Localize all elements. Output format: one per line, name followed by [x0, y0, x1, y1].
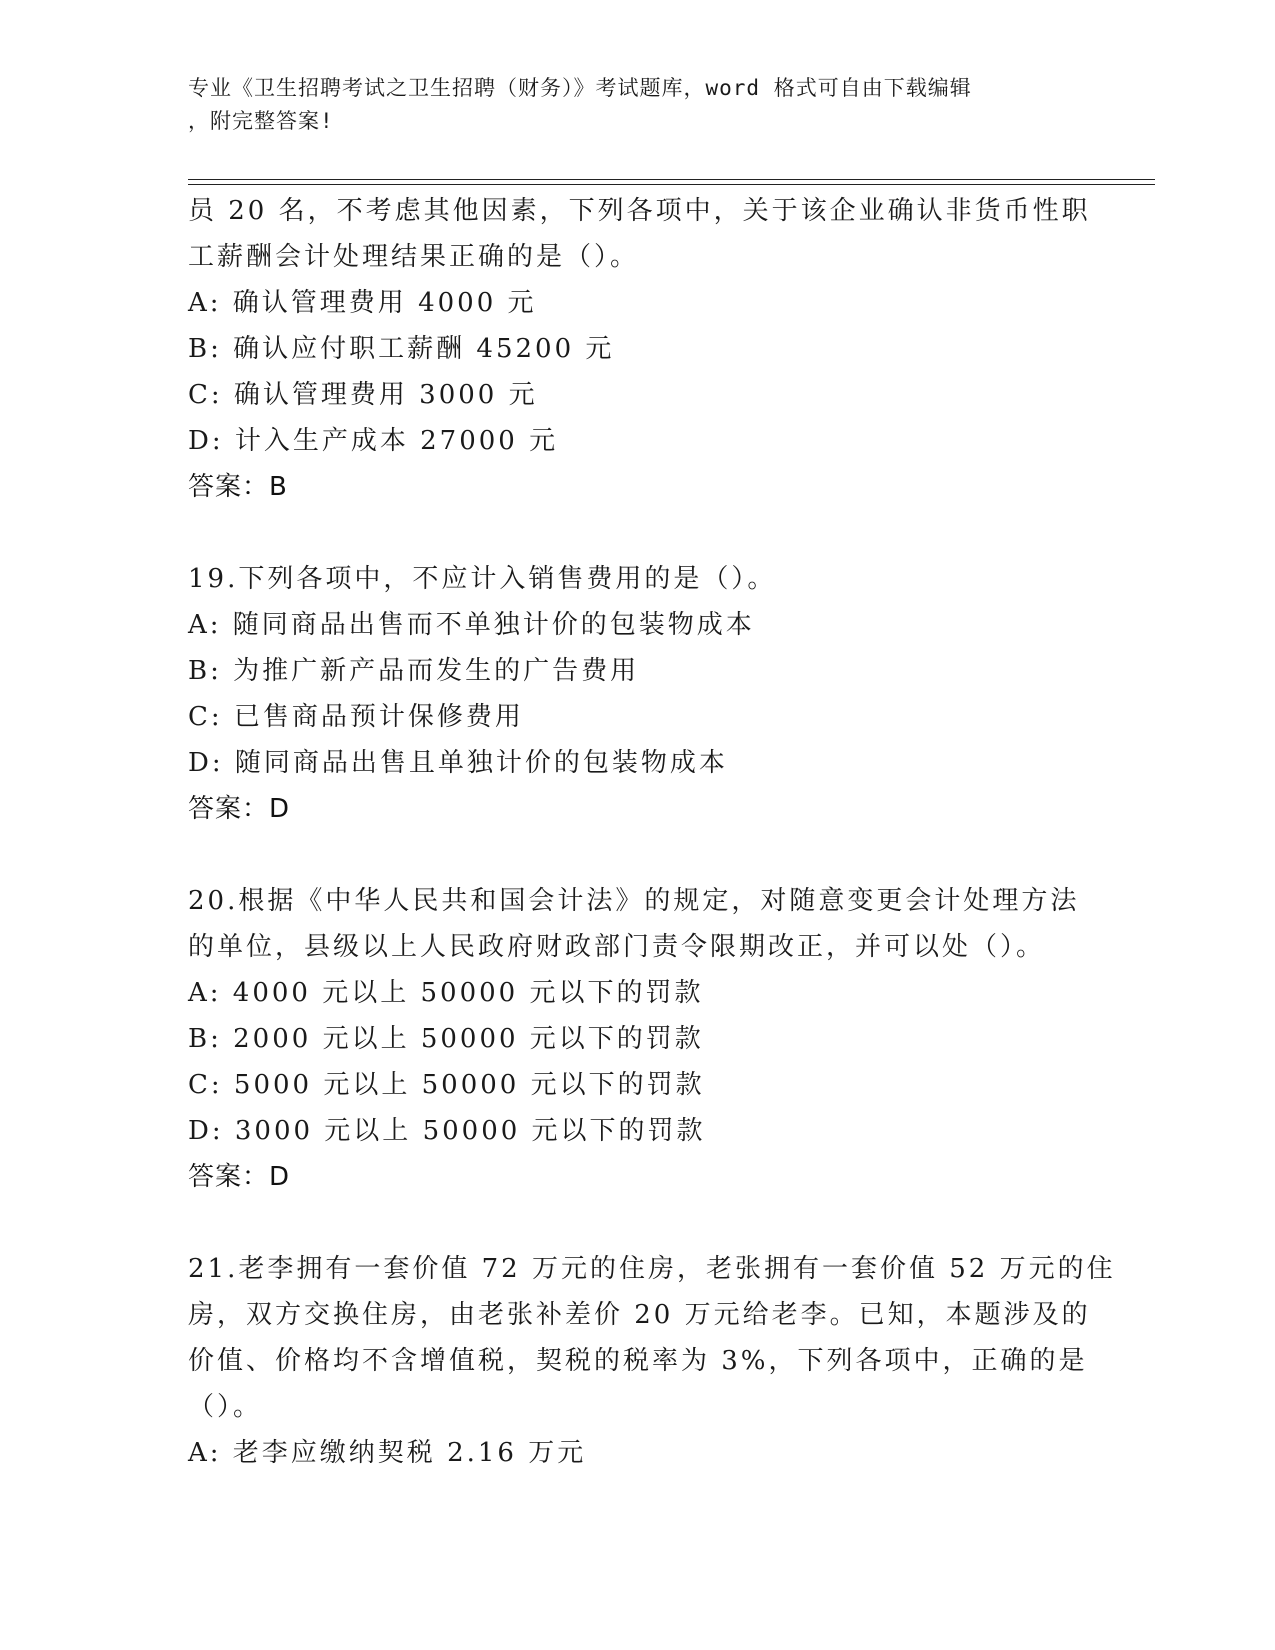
- question-stem: 工薪酬会计处理结果正确的是（）。: [188, 242, 640, 272]
- question-stem: 房，双方交换住房，由老张补差价 20 万元给老李。已知，本题涉及的: [188, 1300, 1091, 1330]
- question-stem: 20.根据《中华人民共和国会计法》的规定，对随意变更会计处理方法: [188, 886, 1080, 916]
- question-20: [188, 878, 1088, 1200]
- header-subtitle-line: ，附完整答案!: [188, 109, 334, 133]
- option-b: B: 为推广新产品而发生的广告费用: [188, 656, 640, 686]
- option-a: A: 确认管理费用 4000 元: [188, 288, 537, 318]
- question-stem: 21.老李拥有一套价值 72 万元的住房，老张拥有一套价值 52 万元的住: [188, 1254, 1116, 1284]
- header-divider-top: [188, 179, 1155, 180]
- option-d: D: 3000 元以上 50000 元以下的罚款: [188, 1116, 706, 1146]
- spacer: [188, 510, 1088, 556]
- spacer: [188, 1200, 1088, 1246]
- option-a: A: 4000 元以上 50000 元以下的罚款: [188, 978, 704, 1008]
- spacer: [188, 832, 1088, 878]
- question-stem: 价值、价格均不含增值税，契税的税率为 3%，下列各项中，正确的是: [188, 1346, 1088, 1376]
- option-c: C: 确认管理费用 3000 元: [188, 380, 538, 410]
- option-d: D: 随同商品出售且单独计价的包装物成本: [188, 748, 728, 778]
- option-b: B: 2000 元以上 50000 元以下的罚款: [188, 1024, 704, 1054]
- document-header: [188, 72, 1068, 138]
- question-21: [188, 1246, 1116, 1476]
- option-c: C: 已售商品预计保修费用: [188, 702, 524, 732]
- answer: 答案：D: [188, 1162, 291, 1192]
- question-stem: （）。: [188, 1392, 263, 1422]
- question-19: [188, 556, 1088, 832]
- option-b: B: 确认应付职工薪酬 45200 元: [188, 334, 615, 364]
- option-c: C: 5000 元以上 50000 元以下的罚款: [188, 1070, 705, 1100]
- answer: 答案：B: [188, 472, 288, 502]
- question-stem: 员 20 名，不考虑其他因素，下列各项中，关于该企业确认非货币性职: [188, 196, 1091, 226]
- question-list: [188, 188, 1116, 1476]
- question-stem: 19.下列各项中，不应计入销售费用的是（）。: [188, 564, 777, 594]
- option-d: D: 计入生产成本 27000 元: [188, 426, 559, 456]
- question-18: [188, 188, 1091, 510]
- question-stem: 的单位，县级以上人民政府财政部门责令限期改正，并可以处（）。: [188, 932, 1046, 962]
- answer: 答案：D: [188, 794, 291, 824]
- option-a: A: 老李应缴纳契税 2.16 万元: [188, 1438, 587, 1468]
- option-a: A: 随同商品出售而不单独计价的包装物成本: [188, 610, 755, 640]
- header-divider-bottom: [188, 184, 1155, 185]
- header-title-line: 专业《卫生招聘考试之卫生招聘（财务）》考试题库，word 格式可自由下载编辑: [188, 76, 972, 100]
